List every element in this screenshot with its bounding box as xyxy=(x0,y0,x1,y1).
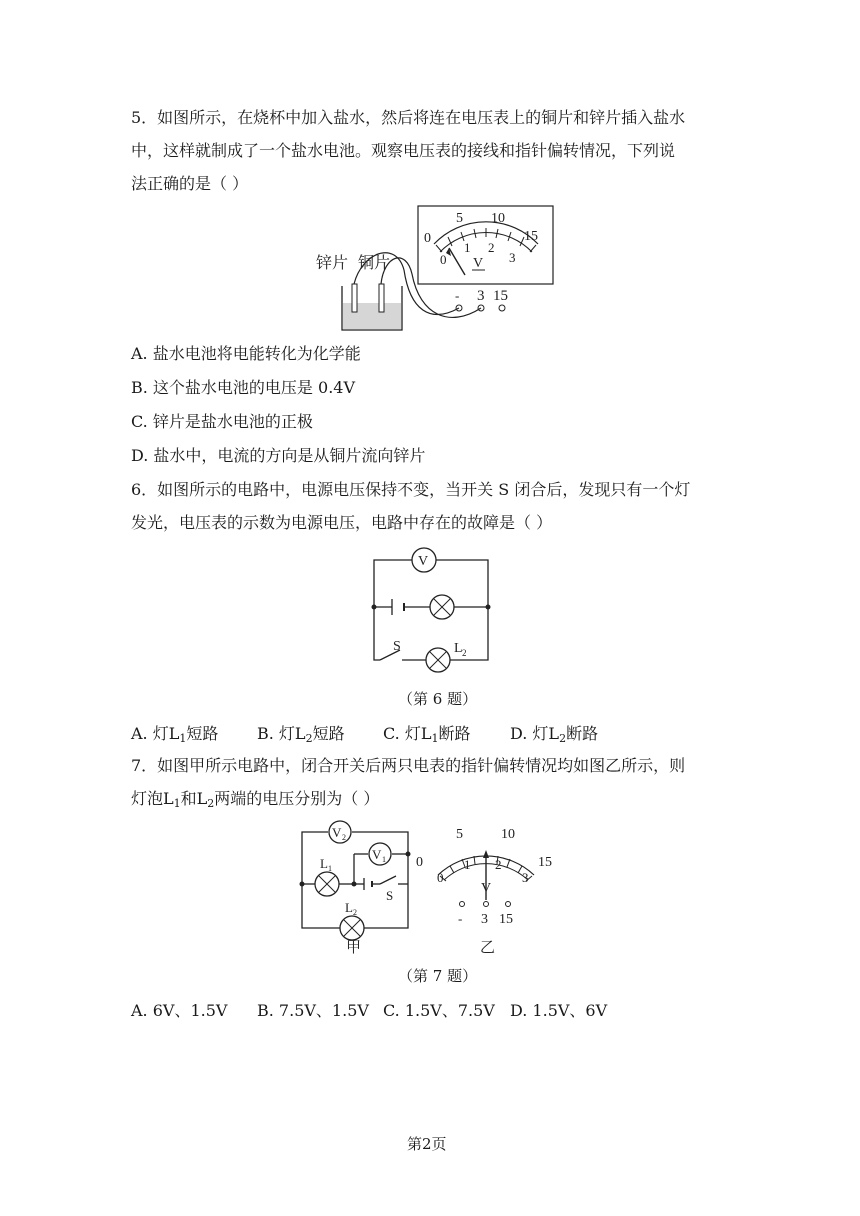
q7-terminal-minus: - xyxy=(458,911,463,926)
q5-salt-battery-figure xyxy=(310,200,560,340)
q5-meter-box xyxy=(418,206,553,284)
q5-outer-5: 5 xyxy=(456,211,463,226)
q5-line-2: 中，这样就制成了一个盐水电池。观察电压表的接线和指针偏转情况，下列说 xyxy=(131,141,676,160)
q7-inner-1: 1 xyxy=(464,857,471,872)
page-number: 第2页 xyxy=(407,1135,447,1153)
q6-lamp-l1-icon xyxy=(430,595,454,619)
q7-switch-label: S xyxy=(386,888,394,903)
q7-caption: （第 7 题） xyxy=(398,967,478,985)
q5-option-a: A. 盐水电池将电能转化为化学能 xyxy=(131,344,361,363)
q5-inner-1: 1 xyxy=(464,240,471,255)
q5-needle xyxy=(449,248,465,275)
q5-option-d: D. 盐水中，电流的方向是从铜片流向锌片 xyxy=(131,446,426,465)
q5-terminal-3: 3 xyxy=(477,288,485,304)
svg-text:V: V xyxy=(332,825,342,840)
q7-outer-10: 10 xyxy=(501,827,515,842)
q5-terminal-minus: - xyxy=(455,288,460,303)
q6-option-a: A. 灯$L_1$短路 xyxy=(131,724,219,745)
q5-zinc-label: 锌片 xyxy=(316,255,349,272)
q5-copper-plate xyxy=(379,284,384,312)
q7-outer-15: 15 xyxy=(538,855,552,870)
q6-voltmeter-label: V xyxy=(418,554,429,569)
q5-copper-label: 铜片 xyxy=(358,255,391,272)
q7-voltmeter-v1 xyxy=(369,843,391,865)
q5-outer-15: 15 xyxy=(524,229,538,244)
q5-inner-3: 3 xyxy=(509,250,516,265)
q7-voltmeter-v2 xyxy=(329,821,351,843)
svg-text:2: 2 xyxy=(342,833,346,842)
q6-caption: （第 6 题） xyxy=(398,690,478,708)
q7-l1-sub: 1 xyxy=(328,864,332,873)
q7-meter-symbol: V xyxy=(481,881,492,896)
q7-inner-3: 3 xyxy=(522,870,529,885)
q6-option-b: B. 灯$L_2$短路 xyxy=(257,724,345,745)
q5-meter-symbol: V xyxy=(473,256,484,271)
q6-line-1: 6．如图所示的电路中，电源电压保持不变，当开关 S 闭合后，发现只有一个灯 xyxy=(131,480,691,499)
q7-l1-label: L xyxy=(320,856,328,871)
q5-line-3: 法正确的是（ ） xyxy=(131,174,249,193)
q7-inner-0: 0 xyxy=(437,870,444,885)
q6-option-d: D. 灯$L_2$断路 xyxy=(510,724,599,745)
q5-outer-10: 10 xyxy=(491,211,505,226)
q5-inner-0: 0 xyxy=(440,252,447,267)
q5-zinc-plate xyxy=(352,284,357,312)
q5-line-1: 5．如图所示，在烧杯中加入盐水，然后将连在电压表上的铜片和锌片插入盐水 xyxy=(131,108,686,127)
svg-text:1: 1 xyxy=(382,855,386,864)
q5-outer-0: 0 xyxy=(424,231,431,246)
q7-line-2: 灯泡$L_1$和$L_2$两端的电压分别为（ ） xyxy=(131,789,380,810)
q5-inner-2: 2 xyxy=(488,240,495,255)
q7-option-b: B. 7.5V、1.5V xyxy=(257,1001,369,1020)
q6-lamp-label: L xyxy=(454,641,463,656)
q6-line-2: 发光，电压表的示数为电源电压，电路中存在的故障是（ ） xyxy=(131,513,553,532)
q5-option-c: C. 锌片是盐水电池的正极 xyxy=(131,412,313,431)
q7-figure xyxy=(290,820,580,958)
q6-lamp-sub: 2 xyxy=(462,648,467,658)
q7-option-d: D. 1.5V、6V xyxy=(510,1001,608,1020)
q6-lamp-l2-icon xyxy=(426,648,450,672)
q7-outer-5: 5 xyxy=(456,827,463,842)
q6-switch-label: S xyxy=(393,639,401,654)
q7-terminal-3: 3 xyxy=(481,912,488,927)
q7-label-yi: 乙 xyxy=(480,940,496,956)
q6-option-c: C. 灯$L_1$断路 xyxy=(383,724,471,745)
q7-option-c: C. 1.5V、7.5V xyxy=(383,1001,495,1020)
q7-option-a: A. 6V、1.5V xyxy=(131,1001,228,1020)
q5-option-b: B. 这个盐水电池的电压是 0.4V xyxy=(131,378,356,397)
q7-line-1: 7．如图甲所示电路中，闭合开关后两只电表的指针偏转情况均如图乙所示，则 xyxy=(131,756,686,775)
svg-text:V: V xyxy=(372,847,382,862)
q7-terminal-15: 15 xyxy=(499,912,513,927)
q7-inner-2: 2 xyxy=(495,857,502,872)
q7-outer-0: 0 xyxy=(416,855,423,870)
q7-label-jia: 甲 xyxy=(346,940,362,956)
q7-lamp-l1-icon xyxy=(315,872,339,896)
q5-terminal-15: 15 xyxy=(493,288,508,304)
q7-l2-sub: 2 xyxy=(353,908,357,917)
q6-circuit-figure xyxy=(360,544,500,676)
q7-lamp-l2-icon xyxy=(340,916,364,940)
q7-l2-label: L xyxy=(345,900,353,915)
